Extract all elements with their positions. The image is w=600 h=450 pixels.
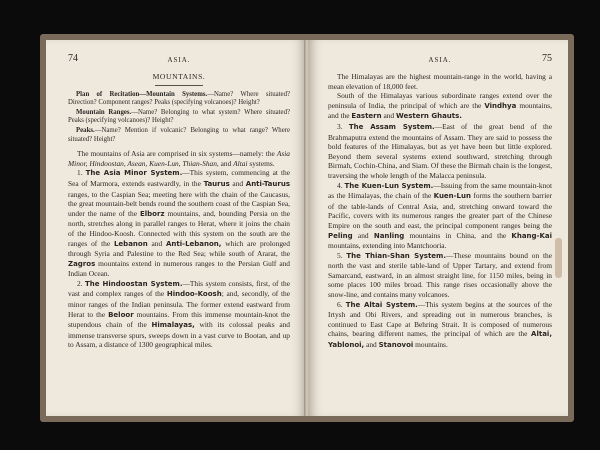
recitation-line: Peaks.—Name? Mention if volcanic? Belonging to what range? Where situated? Height? — [68, 126, 290, 143]
india-ranges-paragraph: South of the Himalayas various subordinate ranges extend over the peninsula of India, the principal of which are the Vindhya mountains, and the Eastern and Western Ghauts. — [328, 91, 552, 121]
intro-paragraph: The mountains of Asia are comprised in six systems—namely: the Asia Minor, Hindoostan, Asean, Kuen-Lun, Thian-Shan, and Altai systems. — [68, 149, 290, 168]
altai-paragraph: 6. The Altai System.—This system begins at the sources of the Irtysh and Obi Rivers, and spreading out in numerous branches, is continued to East Cape at Behring Strait. It is composed of numerous chains, bearing different names, the principal of which are the Altai, Yablonoi, and Stanovoi mountains. — [328, 299, 552, 350]
kuen-lun-paragraph: 4. The Kuen-Lun System.—Issuing from the same mountain-knot as the Himalayas, the chain of the Kuen-Lun forms the southern barrier of the table-lands of Central Asia, and, stretching onward toward the Pacific, covers with its numerous ranges the greater part of the Chinese Empire on the south and east, the principal component ranges being the Peling and Nanling mountains in China, and the Khang-Kai mountains, extending into Mantchooria. — [328, 180, 553, 251]
title-rule — [155, 85, 203, 86]
right-page-content — [328, 54, 552, 351]
open-book — [40, 34, 574, 422]
section-title: MOUNTAINS. — [152, 72, 206, 81]
left-page — [46, 40, 306, 416]
himalaya-height-paragraph: The Himalayas are the highest mountain-range in the world, having a mean elevation of 18,000 feet. — [328, 72, 552, 91]
right-running-head — [328, 54, 552, 66]
page-stain — [555, 238, 562, 278]
assam-paragraph: 3. The Assam System.—East of the great bend of the Brahmaputra extend the mountains of Assam. They are said to possess the bold features of the Himalayas, but as yet have been but little explored. Beyond them several systems extend southward, stretching through Birmah, Cochin-China, and Siam. Of these the Birmah chain is the longest, traversing the whole length of the Malacca peninsula. — [328, 121, 552, 180]
left-page-number: 74 — [68, 53, 78, 64]
recitation-plan — [68, 91, 290, 145]
recitation-line: Plan of Recitation—Mountain Systems.—Name? Where situated? Direction? Component ranges? Peaks (specifying volcanoes)? Height? — [68, 90, 290, 107]
left-page-content — [68, 54, 290, 350]
right-page — [308, 40, 568, 416]
recitation-line: Mountain Ranges.—Name? Belonging to what system? Where situated? Peaks (specifying volcanoes)? Height? — [68, 108, 290, 125]
left-running-head — [68, 54, 290, 66]
asia-minor-paragraph: 1. The Asia Minor System.—This system, commencing at the Sea of Marmora, extends eastwardly, in the Taurus and Anti-Taurus ranges, to the Caspian Sea; meeting here with the chain of the Caucasus, the great mountain-belt bends round the southern coast of the Caspian Sea, under the name of the Elborz mountains, and, bounding Persia on the north, stretches along in parallel ranges to Herat, where it joins the chain of the Hindoo-Koosh. Connected with this system on the south are the ranges of the Lebanon and Anti-Lebanon, which are prolonged through Syria and Palestine to the Red Sea; while south of Ararat, the Zagros mountains extend in numerous ranges to the Persian Gulf and Indian Ocean. — [68, 168, 291, 279]
hindoostan-paragraph: 2. The Hindoostan System.—This system consists, first, of the vast and complex ranges of the Hindoo-Koosh; and, secondly, of the minor ranges of the Indian peninsula. The former extend eastward from Herat to the Beloor mountains. From this immense mountain-knot the stupendous chain of the Himalayas, with its colossal peaks and immense transverse spurs, sweeps down in a vast curve to Bootan, and up to Assam, a distance of 1300 geographical miles. — [68, 278, 291, 350]
right-running-title: ASIA. — [428, 56, 452, 64]
left-running-title: ASIA. — [167, 56, 191, 64]
thian-shan-paragraph: 5. The Thian-Shan System.—These mountains bound on the north the vast and sterile table-land of Upper Tartary, and extend from Samarcand, eastward, in an almost straight line, for 1150 miles, being in some places 100 miles broad. This range rises occasionally above the snow-line, and contains many volcanoes. — [328, 250, 552, 300]
right-page-number: 75 — [542, 53, 552, 64]
